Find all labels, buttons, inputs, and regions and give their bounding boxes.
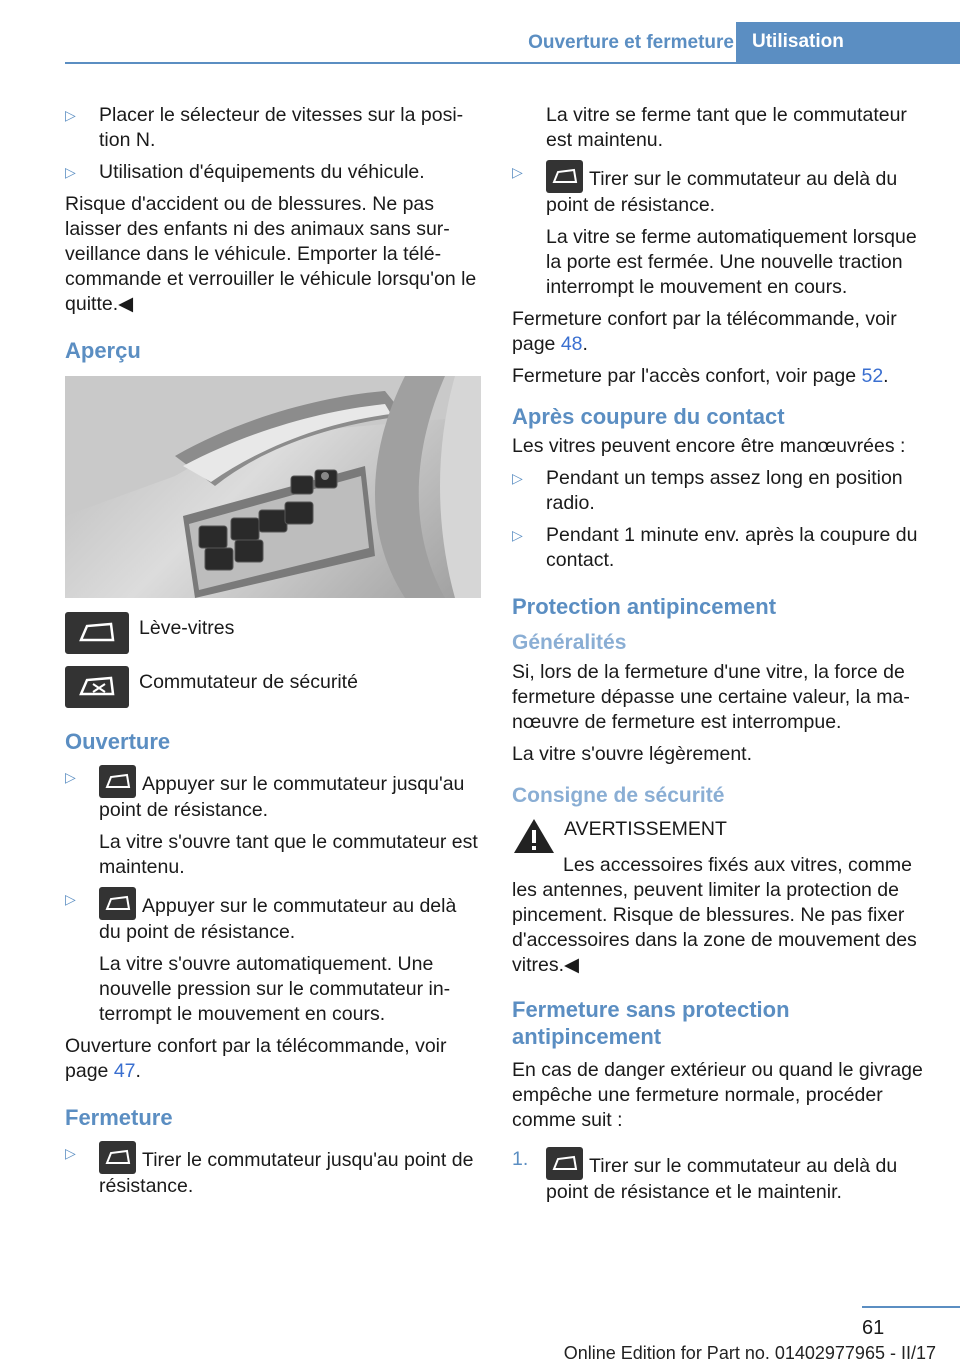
paragraph: En cas de danger extérieur ou quand le givrage empêche une fermeture normale, procéder comme suit : [512,1059,923,1131]
paragraph: La vitre s'ouvre légèrement. [512,743,753,765]
edition-note: Online Edition for Part no. 01402977965 - II/17 [563,1343,936,1363]
triangle-bullet-icon: ▷ [65,164,76,180]
heading-fermeture: Fermeture [65,1105,173,1130]
heading-apres-coupure: Après coupure du contact [512,404,785,429]
comfort-closing-paragraph: Fermeture confort par la télécommande, voir page 48. [512,308,897,355]
warning-title: AVERTISSEMENT [564,818,727,840]
paragraph: Si, lors de la fermeture d'une vitre, la force de fermeture dépasse une certaine valeur, la manœuvre de fermeture est interrompue. [512,661,910,733]
page-link[interactable]: 48 [560,333,583,355]
triangle-bullet-icon: ▷ [512,470,523,486]
heading-protection: Protection antipincement [512,594,777,619]
warning-triangle-icon [512,817,556,855]
header-section-title: Ouverture et fermeture [528,32,734,53]
step-number: 1. [512,1148,529,1170]
window-switch-icon [99,887,136,920]
list-item: ▷ Pendant un temps assez long en position radio. [512,467,903,514]
heading-apercu: Aperçu [65,338,141,363]
list-item: ▷ Tirer sur le commutateur au delà du point de résistance. [512,160,928,218]
list-item: ▷ Pendant 1 minute env. après la coupure du contact. [512,524,918,571]
safety-switch-icon [65,666,129,708]
legend-row [65,666,481,708]
list-item: ▷ Utilisation d'équipements du véhicule. [65,161,425,183]
header-rule [65,62,960,64]
comfort-access-paragraph: Fermeture par l'accès confort, voir page 52. [512,365,889,387]
window-switch-icon [546,1147,583,1180]
sub-paragraph: La vitre s'ouvre automatiquement. Une nouvelle pression sur le commutateur interrompt le mouvement en cours. [99,953,451,1025]
comfort-opening-paragraph: Ouverture confort par la télécommande, voir page 47. [65,1035,447,1082]
window-lifter-icon [65,612,129,654]
numbered-item: 1. Tirer sur le commutateur au delà du point de résistance et le maintenir. [512,1148,898,1203]
page-link[interactable]: 52 [861,365,884,387]
paragraph: Les vitres peuvent encore être manœuvrées : [512,435,906,457]
sub-paragraph: La vitre se ferme automatiquement lorsque la porte est fermée. Une nouvelle traction interrompt le mouvement en cours. [546,226,917,298]
window-switch-photo [65,376,481,598]
warning-box [512,817,928,855]
sub-paragraph: La vitre se ferme tant que le commutateur est maintenu. [546,104,907,151]
triangle-bullet-icon: ▷ [65,769,76,785]
heading-generalites: Généralités [512,631,627,654]
triangle-bullet-icon: ▷ [65,107,76,123]
page-number: 61 [862,1317,885,1339]
triangle-bullet-icon: ▷ [65,1145,76,1161]
triangle-bullet-icon: ▷ [512,527,523,543]
warning-text: Les accessoires fixés aux vitres, comme les antennes, peuvent limiter la protection de pincement. Risque de blessures. Ne pas fixer d'accessoires dans la zone de mouvement des vitres.◀ [512,854,917,976]
list-item: ▷ Placer le sélecteur de vitesses sur la position N. [65,104,464,151]
window-switch-icon [99,765,136,798]
footer-rule [862,1306,960,1308]
window-switch-icon [99,1141,136,1174]
right-column [512,103,928,1212]
page-link[interactable]: 47 [113,1060,136,1082]
heading-consigne: Consigne de sécurité [512,784,725,807]
legend-label: Lève-vitres [139,617,235,639]
list-item: ▷ Appuyer sur le commutateur au delà du point de résistance. [65,887,481,945]
list-item: ▷ Tirer le commutateur jusqu'au point de résistance. [65,1141,481,1199]
heading-sans-protection: Fermeture sans protection antipincement [512,997,790,1049]
header-chapter-tab: Utilisation [736,22,960,62]
heading-ouverture: Ouverture [65,729,171,754]
list-item: ▷ Appuyer sur le commutateur jusqu'au point de résistance. [65,765,481,823]
sub-paragraph: La vitre s'ouvre tant que le commutateur est maintenu. [99,831,478,878]
warning-paragraph: Risque d'accident ou de blessures. Ne pas laisser des enfants ni des animaux sans surveillance dans le véhicule. Emporter la télécommande et verrouiller le véhicule lorsqu'on le quitte.◀ [65,193,477,315]
legend-row [65,612,481,654]
triangle-bullet-icon: ▷ [512,164,523,180]
triangle-bullet-icon: ▷ [65,891,76,907]
left-column [65,103,481,1206]
window-switch-icon [546,160,583,193]
legend-label: Commutateur de sécurité [139,671,358,693]
